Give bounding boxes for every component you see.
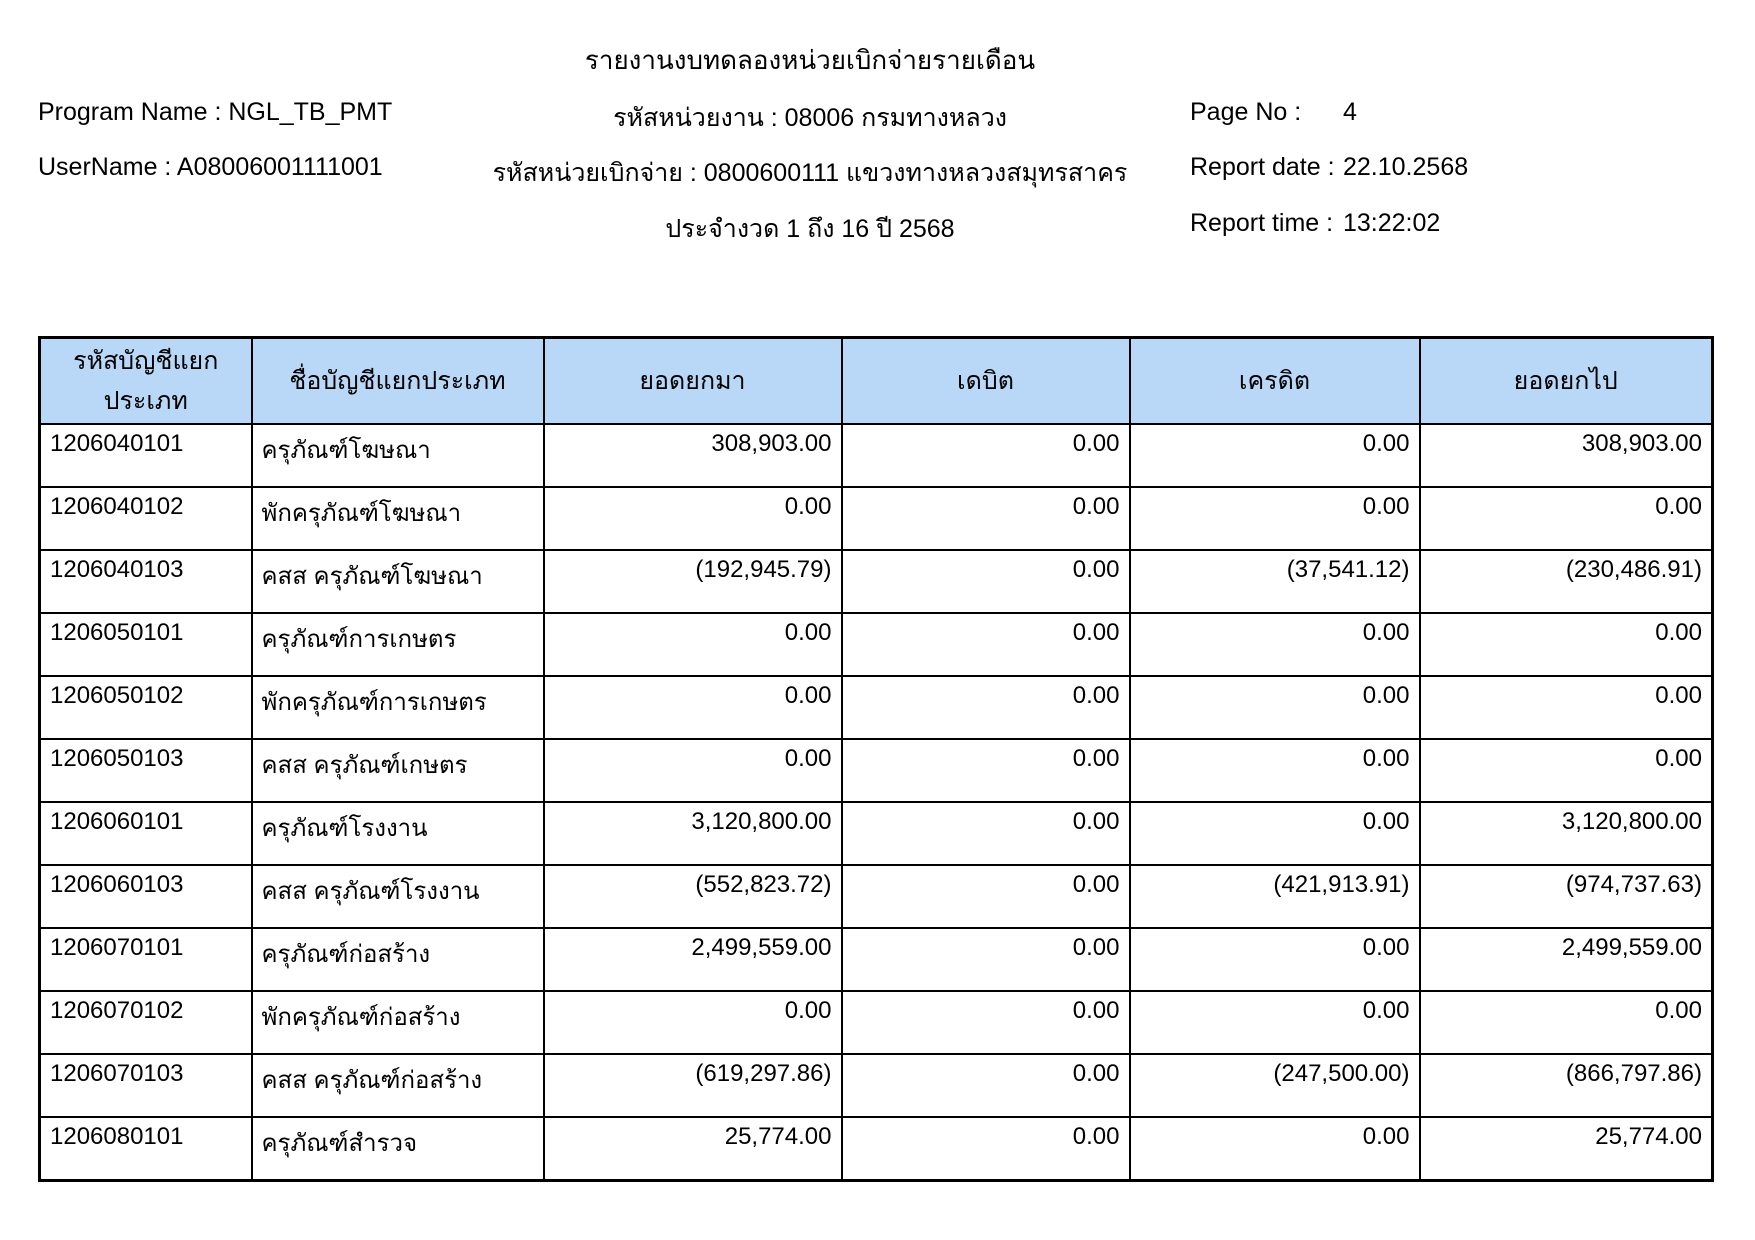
cell-opening-balance: (552,823.72) bbox=[544, 865, 842, 928]
cell-credit: 0.00 bbox=[1130, 928, 1420, 991]
cell-debit: 0.00 bbox=[842, 739, 1130, 802]
cell-account-name: ครุภัณฑ์โฆษณา bbox=[252, 424, 544, 487]
cell-debit: 0.00 bbox=[842, 613, 1130, 676]
cell-account-name: คสส ครุภัณฑ์เกษตร bbox=[252, 739, 544, 802]
page-no-label: Page No : bbox=[1190, 98, 1302, 126]
cell-account-code: 1206070101 bbox=[40, 928, 252, 991]
col-header-closing-balance: ยอดยกไป bbox=[1420, 338, 1713, 425]
cell-closing-balance: 25,774.00 bbox=[1420, 1117, 1713, 1180]
cell-account-name: ครุภัณฑ์การเกษตร bbox=[252, 613, 544, 676]
cell-debit: 0.00 bbox=[842, 865, 1130, 928]
cell-account-code: 1206040103 bbox=[40, 550, 252, 613]
cell-opening-balance: 0.00 bbox=[544, 739, 842, 802]
cell-debit: 0.00 bbox=[842, 1117, 1130, 1180]
cell-account-code: 1206040102 bbox=[40, 487, 252, 550]
col-header-opening-balance: ยอดยกมา bbox=[544, 338, 842, 425]
table-row bbox=[40, 487, 1713, 550]
cell-opening-balance: 0.00 bbox=[544, 487, 842, 550]
cell-closing-balance: 3,120,800.00 bbox=[1420, 802, 1713, 865]
cell-account-code: 1206060101 bbox=[40, 802, 252, 865]
cell-account-code: 1206050103 bbox=[40, 739, 252, 802]
col-header-credit: เครดิต bbox=[1130, 338, 1420, 425]
table-row bbox=[40, 1054, 1713, 1117]
cell-closing-balance: (230,486.91) bbox=[1420, 550, 1713, 613]
cell-opening-balance: 3,120,800.00 bbox=[544, 802, 842, 865]
disbursement-unit-line: รหัสหน่วยเบิกจ่าย : 0800600111 แขวงทางหลวงสมุทรสาคร bbox=[492, 159, 1128, 187]
table-row bbox=[40, 865, 1713, 928]
report-date-label: Report date : bbox=[1190, 153, 1335, 181]
table-row bbox=[40, 739, 1713, 802]
cell-debit: 0.00 bbox=[842, 487, 1130, 550]
cell-credit: 0.00 bbox=[1130, 739, 1420, 802]
table-row bbox=[40, 676, 1713, 739]
cell-debit: 0.00 bbox=[842, 991, 1130, 1054]
cell-opening-balance: 2,499,559.00 bbox=[544, 928, 842, 991]
page-no-value: 4 bbox=[1343, 98, 1357, 126]
cell-opening-balance: (192,945.79) bbox=[544, 550, 842, 613]
cell-account-name: พักครุภัณฑ์โฆษณา bbox=[252, 487, 544, 550]
cell-account-name: คสส ครุภัณฑ์โฆษณา bbox=[252, 550, 544, 613]
cell-credit: (247,500.00) bbox=[1130, 1054, 1420, 1117]
cell-account-code: 1206070102 bbox=[40, 991, 252, 1054]
cell-credit: (37,541.12) bbox=[1130, 550, 1420, 613]
table-body bbox=[40, 424, 1713, 1180]
cell-account-name: ครุภัณฑ์ก่อสร้าง bbox=[252, 928, 544, 991]
cell-account-name: คสส ครุภัณฑ์โรงงาน bbox=[252, 865, 544, 928]
table-row bbox=[40, 613, 1713, 676]
table-row bbox=[40, 802, 1713, 865]
cell-credit: 0.00 bbox=[1130, 802, 1420, 865]
table-row bbox=[40, 424, 1713, 487]
table-header-row bbox=[40, 338, 1713, 425]
agency-code-line: รหัสหน่วยงาน : 08006 กรมทางหลวง bbox=[613, 104, 1007, 132]
cell-account-name: ครุภัณฑ์โรงงาน bbox=[252, 802, 544, 865]
cell-credit: 0.00 bbox=[1130, 424, 1420, 487]
cell-closing-balance: 0.00 bbox=[1420, 676, 1713, 739]
col-header-debit: เดบิต bbox=[842, 338, 1130, 425]
cell-credit: 0.00 bbox=[1130, 487, 1420, 550]
cell-closing-balance: (866,797.86) bbox=[1420, 1054, 1713, 1117]
cell-debit: 0.00 bbox=[842, 928, 1130, 991]
cell-credit: 0.00 bbox=[1130, 1117, 1420, 1180]
report-time-label: Report time : bbox=[1190, 209, 1334, 237]
table-row bbox=[40, 1117, 1713, 1180]
report-title: รายงานงบทดลองหน่วยเบิกจ่ายรายเดือน bbox=[584, 45, 1036, 75]
cell-debit: 0.00 bbox=[842, 424, 1130, 487]
cell-opening-balance: 0.00 bbox=[544, 613, 842, 676]
report-date-value: 22.10.2568 bbox=[1343, 153, 1469, 181]
cell-opening-balance: 25,774.00 bbox=[544, 1117, 842, 1180]
username-line: UserName : A08006001111001 bbox=[38, 153, 383, 181]
cell-opening-balance: 0.00 bbox=[544, 991, 842, 1054]
table-row bbox=[40, 550, 1713, 613]
cell-account-name: พักครุภัณฑ์การเกษตร bbox=[252, 676, 544, 739]
cell-account-code: 1206070103 bbox=[40, 1054, 252, 1117]
cell-account-code: 1206050102 bbox=[40, 676, 252, 739]
trial-balance-table bbox=[38, 336, 1714, 1182]
cell-opening-balance: (619,297.86) bbox=[544, 1054, 842, 1117]
col-header-account-code: รหัสบัญชีแยกประเภท bbox=[40, 338, 252, 425]
period-line: ประจำงวด 1 ถึง 16 ปี 2568 bbox=[665, 215, 955, 243]
cell-account-name: ครุภัณฑ์สำรวจ bbox=[252, 1117, 544, 1180]
cell-credit: 0.00 bbox=[1130, 613, 1420, 676]
cell-account-code: 1206060103 bbox=[40, 865, 252, 928]
cell-debit: 0.00 bbox=[842, 802, 1130, 865]
cell-opening-balance: 308,903.00 bbox=[544, 424, 842, 487]
cell-account-name: พักครุภัณฑ์ก่อสร้าง bbox=[252, 991, 544, 1054]
report-time-value: 13:22:02 bbox=[1343, 209, 1441, 237]
cell-credit: (421,913.91) bbox=[1130, 865, 1420, 928]
cell-account-name: คสส ครุภัณฑ์ก่อสร้าง bbox=[252, 1054, 544, 1117]
program-name-line: Program Name : NGL_TB_PMT bbox=[38, 98, 393, 126]
cell-debit: 0.00 bbox=[842, 550, 1130, 613]
cell-closing-balance: (974,737.63) bbox=[1420, 865, 1713, 928]
cell-credit: 0.00 bbox=[1130, 676, 1420, 739]
cell-closing-balance: 0.00 bbox=[1420, 739, 1713, 802]
cell-account-code: 1206050101 bbox=[40, 613, 252, 676]
cell-closing-balance: 0.00 bbox=[1420, 613, 1713, 676]
cell-opening-balance: 0.00 bbox=[544, 676, 842, 739]
cell-closing-balance: 308,903.00 bbox=[1420, 424, 1713, 487]
cell-closing-balance: 0.00 bbox=[1420, 487, 1713, 550]
cell-closing-balance: 0.00 bbox=[1420, 991, 1713, 1054]
cell-credit: 0.00 bbox=[1130, 991, 1420, 1054]
col-header-account-name: ชื่อบัญชีแยกประเภท bbox=[252, 338, 544, 425]
cell-account-code: 1206080101 bbox=[40, 1117, 252, 1180]
table-row bbox=[40, 991, 1713, 1054]
cell-closing-balance: 2,499,559.00 bbox=[1420, 928, 1713, 991]
cell-debit: 0.00 bbox=[842, 676, 1130, 739]
cell-account-code: 1206040101 bbox=[40, 424, 252, 487]
table-row bbox=[40, 928, 1713, 991]
cell-debit: 0.00 bbox=[842, 1054, 1130, 1117]
